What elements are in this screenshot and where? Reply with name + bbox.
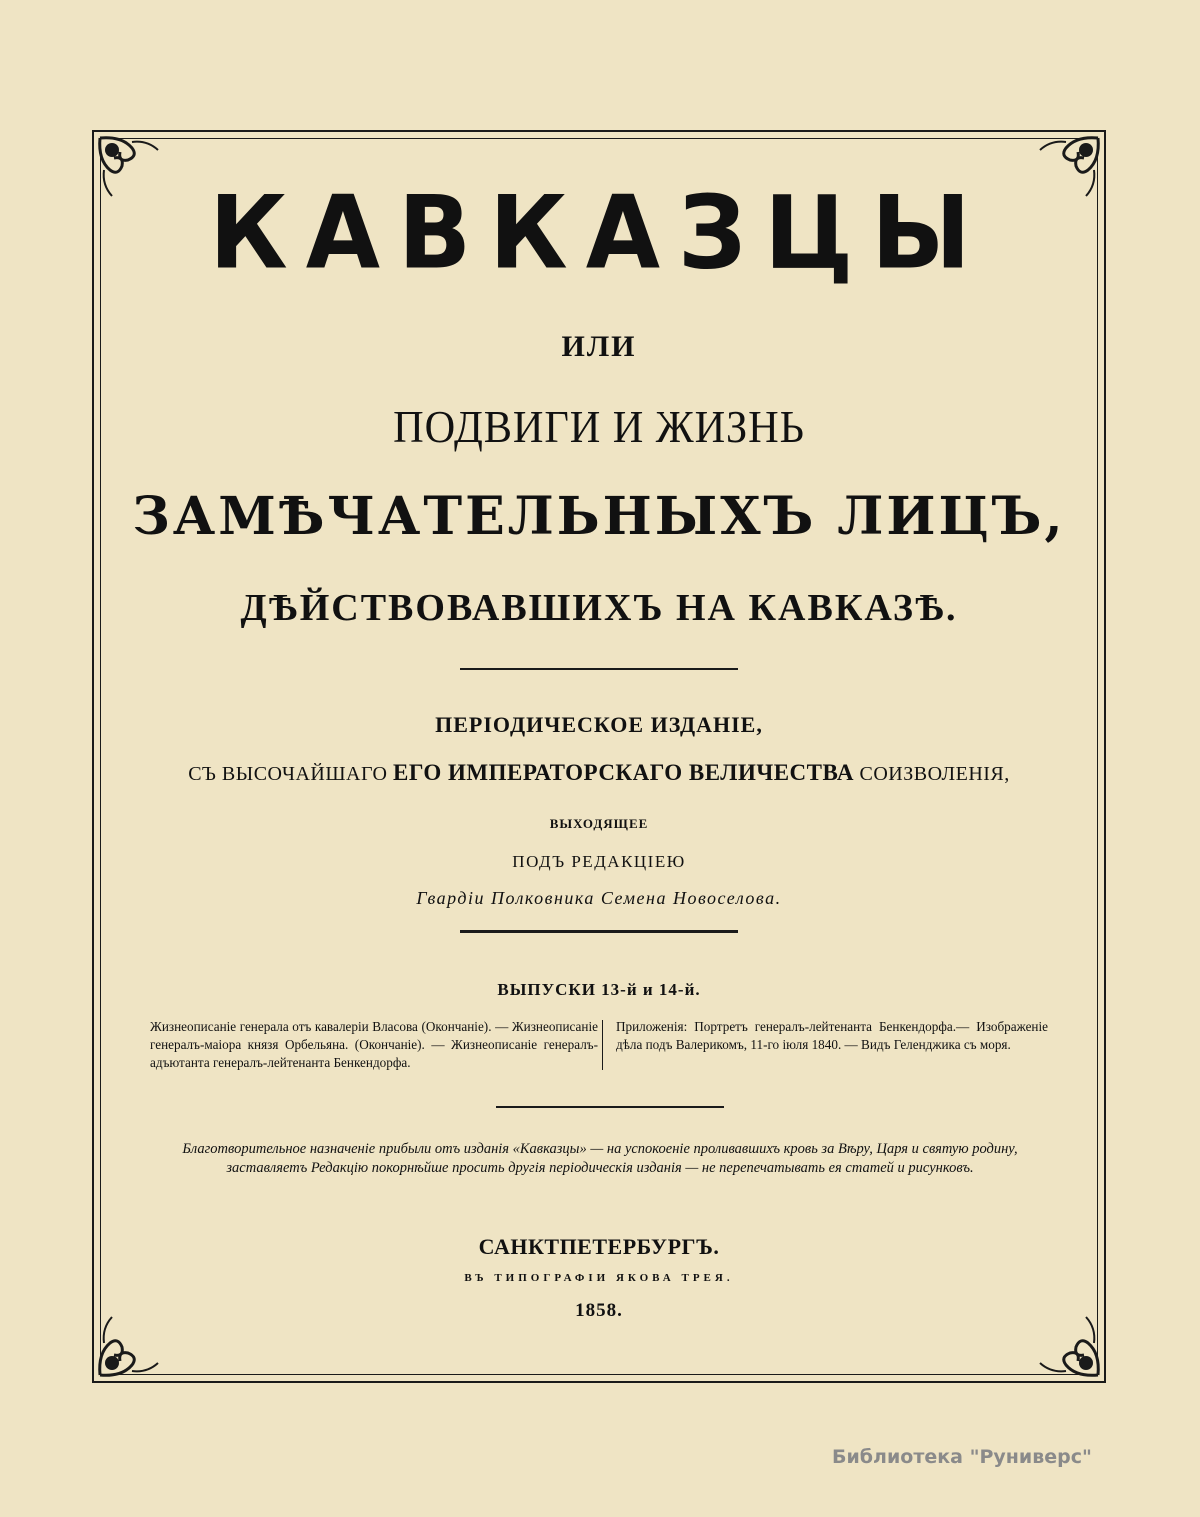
page-title: КАВКАЗЦЫ [209, 174, 989, 292]
contents-block [150, 1018, 1050, 1098]
edited-by-label: ПОДЪ РЕДАКЦІЕЮ [512, 852, 686, 871]
inner-border [100, 138, 1098, 1375]
subtitle-line-2: ПОДВИГИ И ЖИЗНЬ [393, 401, 805, 452]
contents-right: Приложенія: Портретъ генералъ-лейтенанта Бенкендорфа.— Изображеніе дѣла подъ Валерикомъ, 11-го іюля 1840. — Видъ Геленджика съ моря. [616, 1019, 1048, 1052]
issued-label: ВЫХОДЯЩЕЕ [549, 816, 649, 831]
editor-name: Гвардіи Полковника Семена Новоселова. [416, 888, 782, 908]
divider [460, 930, 738, 933]
permission-part-3: СОИЗВОЛЕНІЯ, [859, 763, 1010, 785]
issues-label: ВЫПУСКИ 13-й и 14-й. [497, 980, 701, 999]
subtitle-line-4: ДѢЙСТВОВАВШИХЪ НА КАВКАЗѢ. [240, 587, 958, 629]
periodical-label: ПЕРІОДИЧЕСКОЕ ИЗДАНІЕ, [435, 712, 763, 737]
permission-part-1: СЪ ВЫСОЧАЙШАГО [188, 763, 388, 785]
divider [496, 1106, 724, 1108]
printer: ВЪ ТИПОГРАФІИ ЯКОВА ТРЕЯ. [464, 1272, 734, 1284]
divider [460, 668, 738, 670]
corner-ornament-icon [92, 1313, 162, 1383]
library-watermark: Библиотека "Руниверс" [832, 1446, 1092, 1468]
city: САНКТПЕТЕРБУРГЪ. [478, 1234, 720, 1259]
charity-notice: Благотворительное назначеніе прибыли отъ изданія «Кавказцы» — на успокоеніе проливавшихъ кровь за Вѣру, Царя и святую родину, заставляетъ Редакцію покорнѣйше просить другія періодическія изданія — не перепечатывать ея статей и рисунковъ. [182, 1141, 1018, 1176]
subtitle-line-3: ЗАМѢЧАТЕЛЬНЫХЪ ЛИЦЪ, [132, 486, 1066, 547]
column-separator [602, 1020, 603, 1070]
permission-line [100, 760, 1098, 786]
subtitle-or: ИЛИ [561, 330, 637, 363]
year: 1858. [575, 1300, 623, 1321]
contents-left: Жизнеописаніе генерала отъ кавалеріи Власова (Окончаніе). — Жизнеописаніе генералъ-маіора князя Орбельяна. (Окончаніе). — Жизнеописаніе генералъ-адъютанта генералъ-лейтенанта Бенкендорфа. [150, 1019, 598, 1070]
corner-ornament-icon [1036, 1313, 1106, 1383]
permission-part-2: ЕГО ИМПЕРАТОРСКАГО ВЕЛИЧЕСТВА [393, 760, 855, 785]
